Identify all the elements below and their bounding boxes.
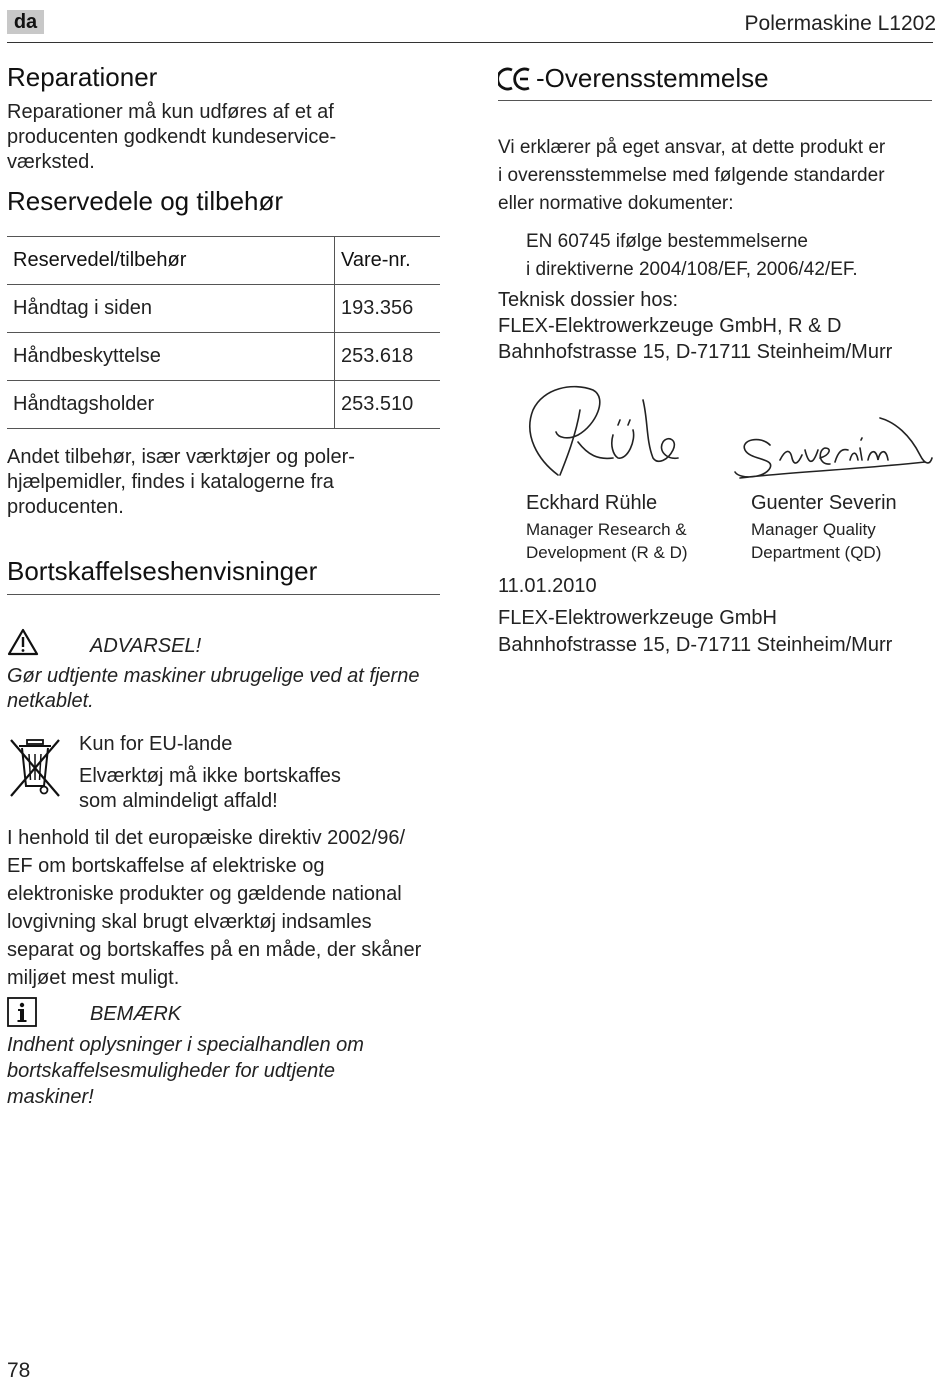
info-i-icon bbox=[7, 997, 37, 1027]
directive-text bbox=[7, 824, 421, 992]
repairs-line: producenten godkendt kundeservice- bbox=[7, 126, 337, 148]
standard-line: EN 60745 ifølge bestemmelserne bbox=[526, 231, 808, 252]
header-rule bbox=[7, 42, 933, 43]
conformity-rule bbox=[498, 100, 932, 101]
signer-name: Guenter Severin bbox=[751, 492, 897, 514]
part-name: Håndbeskyttelse bbox=[7, 333, 335, 381]
model-name: Polermaskine L1202 bbox=[744, 12, 936, 35]
part-number: 193.356 bbox=[335, 285, 441, 333]
page-number: 78 bbox=[7, 1359, 31, 1382]
repairs-heading: Reparationer bbox=[7, 62, 158, 92]
intro-line: eller normative dokumenter: bbox=[498, 193, 734, 214]
part-name: Håndtag i siden bbox=[7, 285, 335, 333]
eu-line: Elværktøj må ikke bortskaffes bbox=[79, 765, 341, 787]
part-number: 253.510 bbox=[335, 381, 441, 429]
ce-mark-icon bbox=[498, 67, 532, 91]
warning-text bbox=[7, 664, 419, 714]
warning-label: ADVARSEL! bbox=[90, 635, 202, 657]
repairs-text bbox=[7, 100, 336, 175]
spare-parts-heading: Reservedele og tilbehør bbox=[7, 186, 284, 216]
note-line: Indhent oplysninger i specialhandlen om bbox=[7, 1034, 364, 1056]
directive-line: lovgivning skal brugt elværktøj indsamles bbox=[7, 911, 372, 933]
eu-only-line: Kun for EU-lande bbox=[79, 733, 233, 755]
eu-line: som almindeligt affald! bbox=[79, 790, 278, 812]
directive-line: miljøet mest muligt. bbox=[7, 967, 180, 989]
intro-line: i overensstemmelse med følgende standarder bbox=[498, 165, 885, 186]
part-number: 253.618 bbox=[335, 333, 441, 381]
table-row bbox=[7, 333, 440, 381]
table-row bbox=[7, 285, 440, 333]
note-line: maskiner! bbox=[7, 1086, 94, 1108]
signer-role: Manager Research & bbox=[526, 520, 687, 539]
note-line: bortskaffelsesmuligheder for udtjente bbox=[7, 1060, 335, 1082]
conformity-heading: -Overensstemmelse bbox=[536, 63, 769, 93]
directive-line: elektroniske produkter og gældende national bbox=[7, 883, 402, 905]
intro-line: Vi erklærer på eget ansvar, at dette produkt er bbox=[498, 137, 886, 158]
declaration-date: 11.01.2010 bbox=[498, 575, 597, 597]
part-name: Håndtagsholder bbox=[7, 381, 335, 429]
signer-name: Eckhard Rühle bbox=[526, 492, 658, 514]
table-row bbox=[7, 381, 440, 429]
note-line: producenten. bbox=[7, 496, 124, 518]
signature-severin bbox=[730, 410, 935, 490]
note-text bbox=[7, 1032, 364, 1110]
repairs-line: værksted. bbox=[7, 151, 95, 173]
directive-line: separat og bortskaffes på en måde, der skåner bbox=[7, 939, 422, 961]
conformity-intro bbox=[498, 134, 885, 218]
table-header-cell: Vare-nr. bbox=[335, 237, 441, 285]
table-header-row bbox=[7, 237, 440, 285]
spare-parts-table bbox=[7, 236, 440, 429]
directive-line: I henhold til det europæiske direktiv 2002/96/ bbox=[7, 827, 406, 849]
dossier-line: FLEX-Elektrowerkzeuge GmbH, R & D bbox=[498, 315, 842, 337]
repairs-line: Reparationer må kun udføres af et af bbox=[7, 101, 334, 123]
warning-line: netkablet. bbox=[7, 690, 94, 712]
warning-triangle-icon bbox=[7, 628, 39, 656]
company-line: FLEX-Elektrowerkzeuge GmbH bbox=[498, 607, 777, 629]
dossier bbox=[498, 287, 892, 365]
signature-ruhle bbox=[518, 380, 698, 490]
dossier-line: Bahnhofstrasse 15, D-71711 Steinheim/Murr bbox=[498, 341, 893, 363]
standard-line: i direktiverne 2004/108/EF, 2006/42/EF. bbox=[526, 259, 858, 280]
standards bbox=[526, 228, 858, 284]
crossed-bin-icon bbox=[7, 736, 63, 800]
note-line: hjælpemidler, findes i katalogerne fra bbox=[7, 471, 334, 493]
signer-role: Department (QD) bbox=[751, 543, 882, 562]
language-tag: da bbox=[7, 10, 44, 34]
signer-ruhle bbox=[526, 492, 688, 564]
signer-severin bbox=[751, 492, 897, 564]
warning-line: Gør udtjente maskiner ubrugelige ved at fjerne bbox=[7, 665, 420, 687]
company-line: Bahnhofstrasse 15, D-71711 Steinheim/Murr bbox=[498, 634, 893, 656]
note-label: BEMÆRK bbox=[90, 1003, 182, 1025]
note-line: Andet tilbehør, især værktøjer og poler- bbox=[7, 446, 355, 468]
disposal-heading: Bortskaffelseshenvisninger bbox=[7, 556, 318, 586]
eu-text bbox=[79, 732, 341, 814]
dossier-line: Teknisk dossier hos: bbox=[498, 289, 679, 311]
company-address bbox=[498, 605, 892, 659]
disposal-rule bbox=[7, 594, 440, 595]
signer-role: Development (R & D) bbox=[526, 543, 688, 562]
table-header-cell: Reservedel/tilbehør bbox=[7, 237, 335, 285]
directive-line: EF om bortskaffelse af elektriske og bbox=[7, 855, 325, 877]
spare-parts-note bbox=[7, 445, 355, 520]
signer-role: Manager Quality bbox=[751, 520, 876, 539]
